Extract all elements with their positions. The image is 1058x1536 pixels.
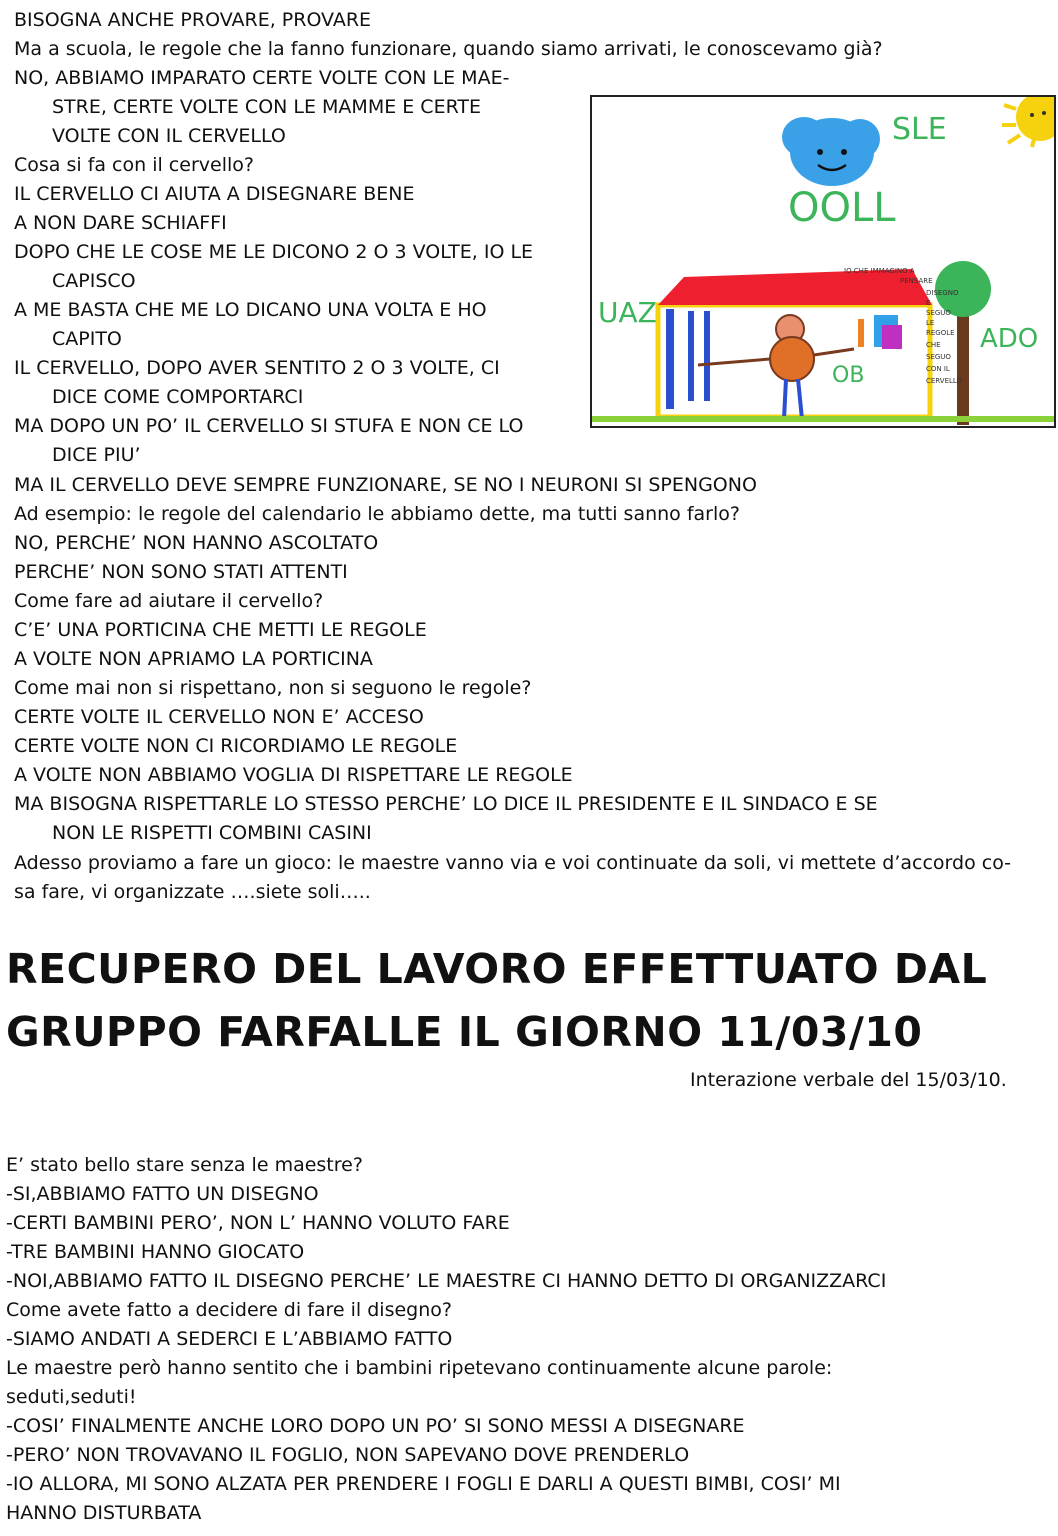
text-line: -CERTI BAMBINI PERO’, NON L’ HANNO VOLUTO FARE <box>6 1212 510 1234</box>
text-line: Le maestre però hanno sentito che i bambini ripetevano continuamente alcune parole: <box>6 1357 833 1379</box>
text-line: sa fare, vi organizzate ….siete soli….. <box>14 881 371 903</box>
text-line: -NOI,ABBIAMO FATTO IL DISEGNO PERCHE’ LE MAESTRE CI HANNO DETTO DI ORGANIZZARCI <box>6 1270 887 1292</box>
text-line: Ma a scuola, le regole che la fanno funzionare, quando siamo arrivati, le conoscevamo già? <box>14 38 883 60</box>
svg-text:REGOLE: REGOLE <box>926 329 955 337</box>
drawing-illustration <box>592 97 1054 426</box>
text-line: A VOLTE NON ABBIAMO VOGLIA DI RISPETTARE LE REGOLE <box>14 764 573 786</box>
window-drawing <box>858 315 902 349</box>
text-line: NO, ABBIAMO IMPARATO CERTE VOLTE CON LE MAE- <box>14 67 510 89</box>
caption: Interazione verbale del 15/03/10. <box>690 1069 1007 1091</box>
text-line: A ME BASTA CHE ME LO DICANO UNA VOLTA E HO <box>14 299 487 321</box>
text-line: NO, PERCHE’ NON HANNO ASCOLTATO <box>14 532 379 554</box>
text-line: Come mai non si rispettano, non si seguono le regole? <box>14 677 532 699</box>
cloud-icon <box>782 117 880 186</box>
svg-text:CERVELLO: CERVELLO <box>926 377 963 385</box>
text-line: Come avete fatto a decidere di fare il disegno? <box>6 1299 452 1321</box>
svg-text:IO CHE IMMAGINO A: IO CHE IMMAGINO A <box>844 267 915 275</box>
text-line: CERTE VOLTE NON CI RICORDIAMO LE REGOLE <box>14 735 458 757</box>
text-line: -PERO’ NON TROVAVANO IL FOGLIO, NON SAPEVANO DOVE PRENDERLO <box>6 1444 690 1466</box>
drawing-text-ado: ADO <box>980 324 1039 354</box>
section-heading-line-1: RECUPERO DEL LAVORO EFFETTUATO DAL <box>6 945 988 993</box>
text-line: Ad esempio: le regole del calendario le abbiamo dette, ma tutti sanno farlo? <box>14 503 740 525</box>
text-line: -TRE BAMBINI HANNO GIOCATO <box>6 1241 305 1263</box>
text-line: -SIAMO ANDATI A SEDERCI E L’ABBIAMO FATTO <box>6 1328 453 1350</box>
text-line: DOPO CHE LE COSE ME LE DICONO 2 O 3 VOLTE, IO LE <box>14 241 534 263</box>
text-line: MA IL CERVELLO DEVE SEMPRE FUNZIONARE, SE NO I NEURONI SI SPENGONO <box>14 474 757 496</box>
text-line: CAPISCO <box>52 270 136 292</box>
drawing-text-ooll: OOLL <box>788 185 896 231</box>
svg-text:E: E <box>926 299 931 307</box>
text-line: BISOGNA ANCHE PROVARE, PROVARE <box>14 9 372 31</box>
text-line: seduti,seduti! <box>6 1386 137 1408</box>
text-line: PERCHE’ NON SONO STATI ATTENTI <box>14 561 348 583</box>
text-line: CERTE VOLTE IL CERVELLO NON E’ ACCESO <box>14 706 424 728</box>
text-line: DICE COME COMPORTARCI <box>52 386 304 408</box>
text-line: NON LE RISPETTI COMBINI CASINI <box>52 822 372 844</box>
text-line: Cosa si fa con il cervello? <box>14 154 254 176</box>
text-line: Adesso proviamo a fare un gioco: le maestre vanno via e voi continuate da soli, vi mettete d’accordo co- <box>14 852 1012 874</box>
text-line: IL CERVELLO, DOPO AVER SENTITO 2 O 3 VOLTE, CI <box>14 357 500 379</box>
svg-text:CHE: CHE <box>926 341 941 349</box>
text-line: A VOLTE NON APRIAMO LA PORTICINA <box>14 648 373 670</box>
drawing-text-sle: SLE <box>892 112 947 147</box>
text-line: HANNO DISTURBATA <box>6 1502 202 1524</box>
svg-text:LE: LE <box>926 319 935 327</box>
drawing-text-uaz: UAZ <box>598 296 657 329</box>
svg-text:CON IL: CON IL <box>926 365 950 373</box>
text-line: C’E’ UNA PORTICINA CHE METTI LE REGOLE <box>14 619 427 641</box>
text-line: VOLTE CON IL CERVELLO <box>52 125 286 147</box>
text-line: -SI,ABBIAMO FATTO UN DISEGNO <box>6 1183 319 1205</box>
svg-text:PENSARE: PENSARE <box>900 277 933 285</box>
text-line: STRE, CERTE VOLTE CON LE MAMME E CERTE <box>52 96 482 118</box>
person-drawing <box>698 315 854 419</box>
text-line: E’ stato bello stare senza le maestre? <box>6 1154 363 1176</box>
text-line: -COSI’ FINALMENTE ANCHE LORO DOPO UN PO’ SI SONO MESSI A DISEGNARE <box>6 1415 745 1437</box>
text-line: Come fare ad aiutare il cervello? <box>14 590 324 612</box>
text-line: DICE PIU’ <box>52 444 141 466</box>
child-drawing <box>590 95 1056 428</box>
text-line: MA BISOGNA RISPETTARLE LO STESSO PERCHE’ LO DICE IL PRESIDENTE E IL SINDACO E SE <box>14 793 878 815</box>
section-heading-line-2: GRUPPO FARFALLE IL GIORNO 11/03/10 <box>6 1008 923 1056</box>
text-line: MA DOPO UN PO’ IL CERVELLO SI STUFA E NON CE LO <box>14 415 524 437</box>
text-line: A NON DARE SCHIAFFI <box>14 212 227 234</box>
text-line: -IO ALLORA, MI SONO ALZATA PER PRENDERE I FOGLI E DARLI A QUESTI BIMBI, COSI’ MI <box>6 1473 841 1495</box>
drawing-text-ob: OB <box>832 363 865 388</box>
svg-text:SEGUO: SEGUO <box>926 353 951 361</box>
svg-text:DISEGNO: DISEGNO <box>926 289 959 297</box>
text-line: CAPITO <box>52 328 122 350</box>
text-line: IL CERVELLO CI AIUTA A DISEGNARE BENE <box>14 183 415 205</box>
sun-icon <box>1002 97 1054 147</box>
svg-text:SEGUO: SEGUO <box>926 309 951 317</box>
